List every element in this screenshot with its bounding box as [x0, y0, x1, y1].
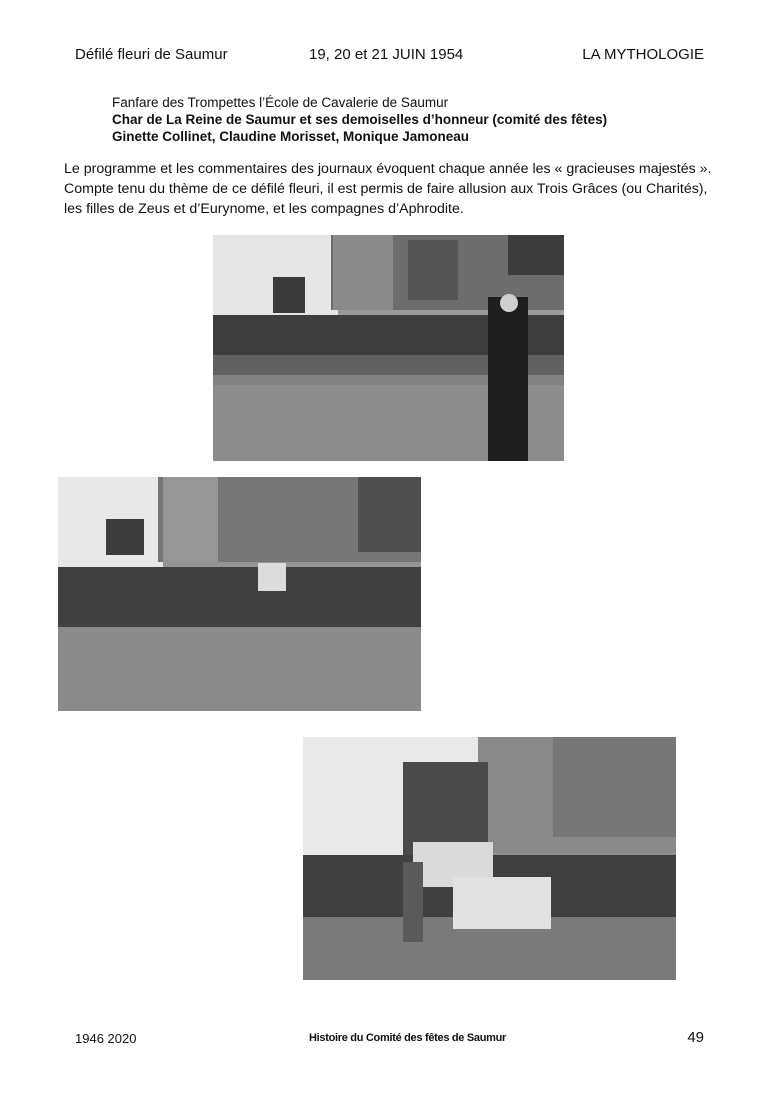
footer-book-title: Histoire du Comité des fêtes de Saumur: [309, 1032, 507, 1044]
photo-caption: [112, 94, 712, 145]
photo-char-reine: [303, 737, 676, 980]
caption-line-char: Char de La Reine de Saumur et ses demoiselles d’honneur (comité des fêtes): [112, 112, 608, 127]
intro-paragraph: Le programme et les commentaires des journaux évoquent chaque année les « gracieuses majestés ». Compte tenu du thème de ce défilé fleuri, il est permis de faire allusion aux Trois Grâces (ou Charités), les filles de Zeus et d’Eurynome, et les compagnes d’Aphrodite.: [64, 161, 712, 217]
page-footer: [0, 1029, 778, 1049]
caption-line-fanfare: Fanfare des Trompettes l’École de Cavalerie de Saumur: [112, 95, 449, 110]
header-event-title: Défilé fleuri de Saumur: [75, 46, 228, 63]
photo-fanfare-marching: [58, 477, 421, 711]
page-header: [0, 46, 778, 66]
header-theme: LA MYTHOLOGIE: [582, 46, 704, 63]
header-dates: 19, 20 et 21 JUIN 1954: [309, 46, 464, 63]
photo-fanfare-officer: [213, 235, 564, 461]
page-number: 49: [687, 1029, 704, 1046]
footer-years: 1946 2020: [75, 1031, 137, 1046]
caption-line-names: Ginette Collinet, Claudine Morisset, Monique Jamoneau: [112, 129, 470, 144]
